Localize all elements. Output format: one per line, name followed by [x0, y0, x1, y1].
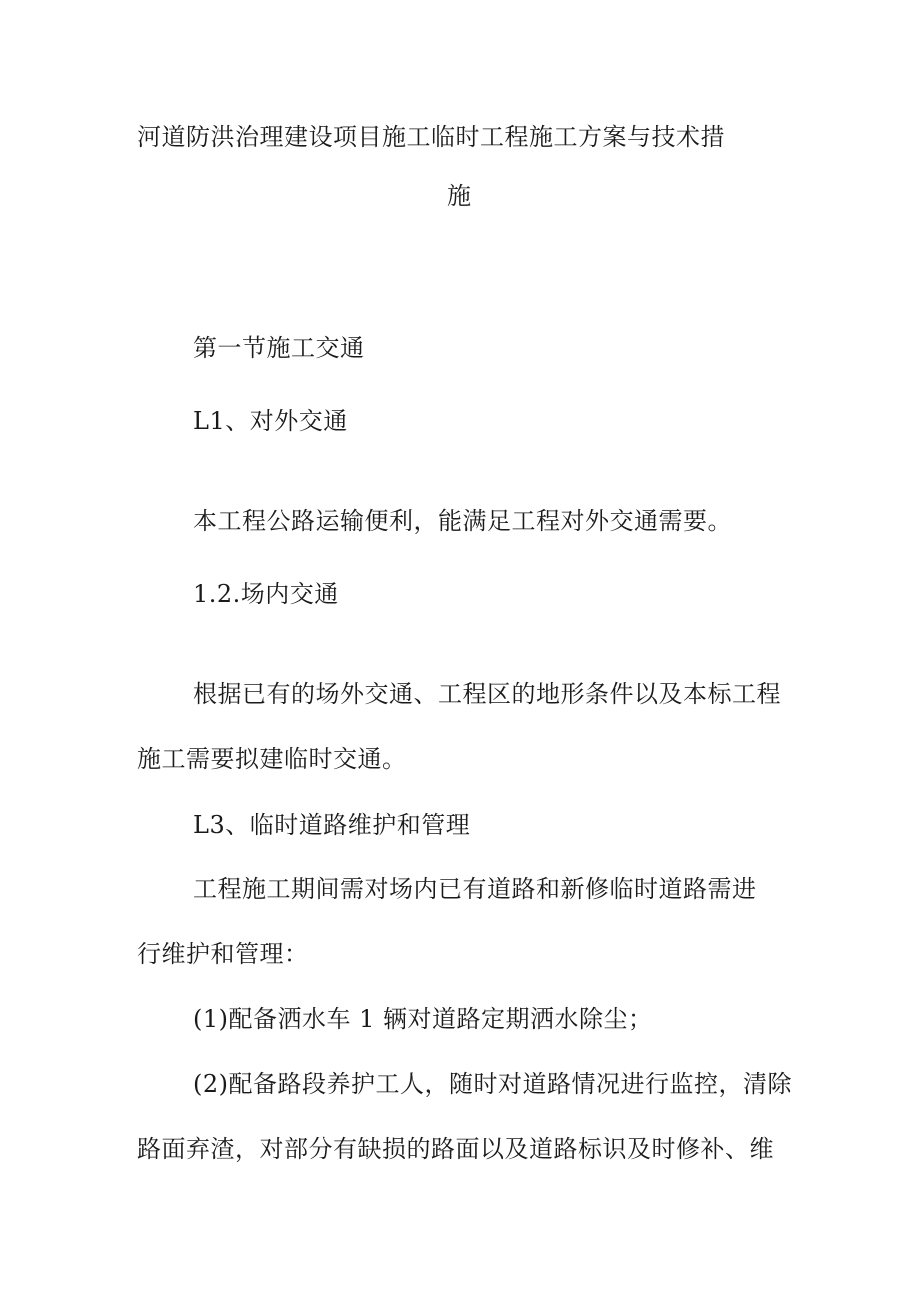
section-heading: 第一节施工交通: [193, 334, 365, 362]
document-title-line-1: 河道防洪治理建设项目施工临时工程施工方案与技术措: [137, 123, 725, 151]
subheading-1-3: L3、临时道路维护和管理: [193, 811, 471, 839]
list-item-1: (1)配备洒水车 1 辆对道路定期洒水除尘；: [193, 1005, 653, 1033]
paragraph-1-2-line-1: 根据已有的场外交通、工程区的地形条件以及本标工程: [193, 680, 781, 708]
list-item-2-line-2: 路面弃渣，对部分有缺损的路面以及道路标识及时修补、维: [137, 1135, 774, 1163]
paragraph-1-1: 本工程公路运输便利，能满足工程对外交通需要。: [193, 507, 732, 535]
subheading-1-2: 1.2.场内交通: [193, 580, 339, 608]
subheading-1-1: L1、对外交通: [193, 407, 348, 435]
paragraph-1-3-line-1: 工程施工期间需对场内已有道路和新修临时道路需进: [193, 875, 757, 903]
paragraph-1-2-line-2: 施工需要拟建临时交通。: [137, 745, 407, 773]
paragraph-1-3-line-2: 行维护和管理：: [137, 940, 309, 968]
document-title-line-2: 施: [447, 182, 472, 210]
list-item-2-line-1: (2)配备路段养护工人，随时对道路情况进行监控，清除: [193, 1070, 792, 1098]
